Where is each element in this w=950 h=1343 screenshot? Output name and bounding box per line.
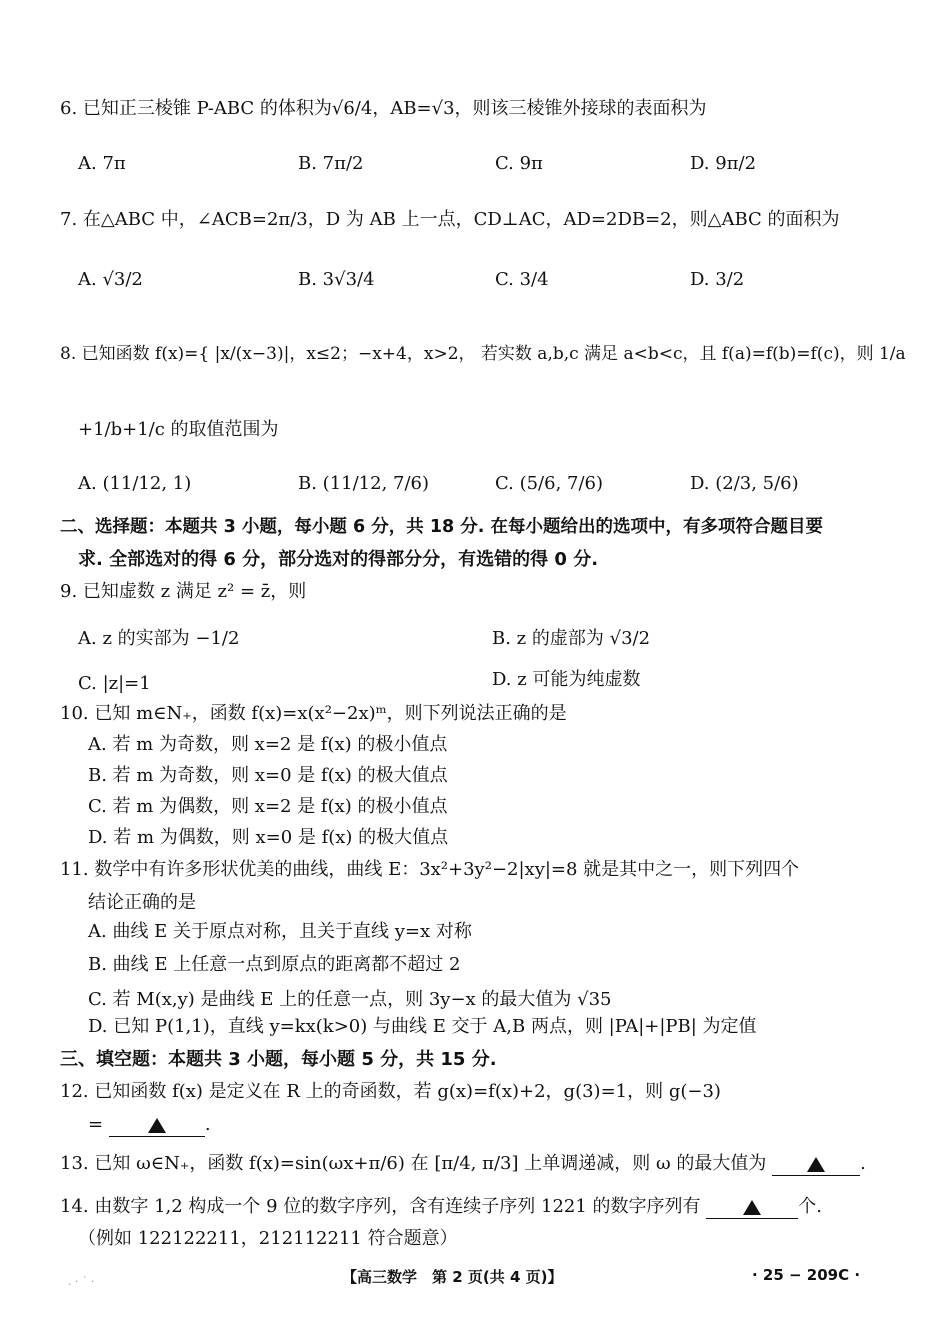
question-8-line2: +1/b+1/c 的取值范围为	[78, 419, 279, 440]
footer-left-dots: . · ˙ ·	[68, 1275, 95, 1288]
question-8-line1: 8. 已知函数 f(x)={ |x/(x−3)|，x≤2；−x+4，x>2， 若实数 a,b,c 满足 a<b<c，且 f(a)=f(b)=f(c)，则 1/a	[60, 344, 906, 364]
question-14-text: 14. 由数字 1,2 构成一个 9 位的数字序列，含有连续子序列 1221 的数字序列有	[60, 1196, 701, 1217]
q7-option-b: B. 3√3/4	[298, 269, 375, 290]
q7-option-d: D. 3/2	[690, 269, 745, 290]
question-11-line1: 11. 数学中有许多形状优美的曲线，曲线 E：3x²+3y²−2|xy|=8 就是其中之一，则下列四个	[60, 859, 800, 880]
q8-option-c: C. (5/6, 7/6)	[495, 473, 603, 494]
q9-option-a: A. z 的实部为 −1/2	[78, 628, 240, 649]
q6-option-d: D. 9π/2	[690, 153, 757, 174]
question-13-line	[60, 1152, 866, 1176]
q8-option-b: B. (11/12, 7/6)	[298, 473, 430, 494]
q13-answer-blank[interactable]	[772, 1153, 860, 1176]
section-2-heading-line2: 求. 全部选对的得 6 分，部分选对的得部分分，有选错的得 0 分.	[78, 549, 599, 570]
triangle-icon	[148, 1118, 166, 1133]
q11-option-b: B. 曲线 E 上任意一点到原点的距离都不超过 2	[88, 954, 461, 975]
question-11-line2: 结论正确的是	[88, 892, 196, 913]
q8-option-d: D. (2/3, 5/6)	[690, 473, 799, 494]
question-14-line	[60, 1195, 822, 1219]
q11-option-a: A. 曲线 E 关于原点对称，且关于直线 y=x 对称	[88, 921, 472, 942]
q11-option-c: C. 若 M(x,y) 是曲线 E 上的任意一点，则 3y−x 的最大值为 √35	[88, 989, 612, 1010]
question-10-text: 10. 已知 m∈N₊，函数 f(x)=x(x²−2x)ᵐ，则下列说法正确的是	[60, 703, 567, 724]
q8-option-a: A. (11/12, 1)	[78, 473, 192, 494]
question-12-line2	[88, 1113, 211, 1137]
footer-code: · 25 − 209C ·	[752, 1266, 861, 1284]
question-13-text: 13. 已知 ω∈N₊，函数 f(x)=sin(ωx+π/6) 在 [π/4, π/3] 上单调递减，则 ω 的最大值为	[60, 1153, 767, 1174]
footer-page-label: 【高三数学 第 2 页(共 4 页)】	[342, 1268, 563, 1286]
question-14-example: （例如 122122211，212112211 符合题意）	[78, 1228, 458, 1249]
q12-answer-blank[interactable]	[109, 1114, 205, 1137]
q10-option-a: A. 若 m 为奇数，则 x=2 是 f(x) 的极小值点	[88, 734, 448, 755]
q13-period: .	[860, 1153, 866, 1174]
question-6-text: 6. 已知正三棱锥 P-ABC 的体积为√6/4，AB=√3，则该三棱锥外接球的表面积为	[60, 98, 707, 119]
q7-option-a: A. √3/2	[78, 269, 143, 290]
q6-option-a: A. 7π	[78, 153, 126, 174]
q6-option-b: B. 7π/2	[298, 153, 364, 174]
question-12-line1: 12. 已知函数 f(x) 是定义在 R 上的奇函数，若 g(x)=f(x)+2，g(3)=1，则 g(−3)	[60, 1081, 721, 1102]
question-7-text: 7. 在△ABC 中，∠ACB=2π/3，D 为 AB 上一点，CD⊥AC，AD=2DB=2，则△ABC 的面积为	[60, 209, 840, 230]
section-3-heading: 三、填空题：本题共 3 小题，每小题 5 分，共 15 分.	[60, 1049, 497, 1070]
q9-option-b: B. z 的虚部为 √3/2	[492, 628, 651, 649]
triangle-icon	[743, 1200, 761, 1215]
q12-period: .	[204, 1114, 211, 1135]
q10-option-d: D. 若 m 为偶数，则 x=0 是 f(x) 的极大值点	[88, 827, 449, 848]
q9-option-c: C. |z|=1	[78, 673, 151, 694]
q14-answer-blank[interactable]	[706, 1196, 798, 1219]
q7-option-c: C. 3/4	[495, 269, 549, 290]
q12-equals: =	[88, 1114, 104, 1135]
section-2-heading-line1: 二、选择题：本题共 3 小题，每小题 6 分，共 18 分. 在每小题给出的选项中，有多项符合题目要	[60, 517, 823, 537]
q6-option-c: C. 9π	[495, 153, 543, 174]
question-9-text: 9. 已知虚数 z 满足 z² = z̄，则	[60, 581, 307, 602]
q14-suffix: 个.	[798, 1196, 823, 1217]
q9-option-d: D. z 可能为纯虚数	[492, 669, 641, 690]
triangle-icon	[807, 1157, 825, 1172]
q10-option-b: B. 若 m 为奇数，则 x=0 是 f(x) 的极大值点	[88, 765, 448, 786]
q11-option-d: D. 已知 P(1,1)，直线 y=kx(k>0) 与曲线 E 交于 A,B 两点，则 |PA|+|PB| 为定值	[88, 1016, 757, 1037]
q10-option-c: C. 若 m 为偶数，则 x=2 是 f(x) 的极小值点	[88, 796, 448, 817]
